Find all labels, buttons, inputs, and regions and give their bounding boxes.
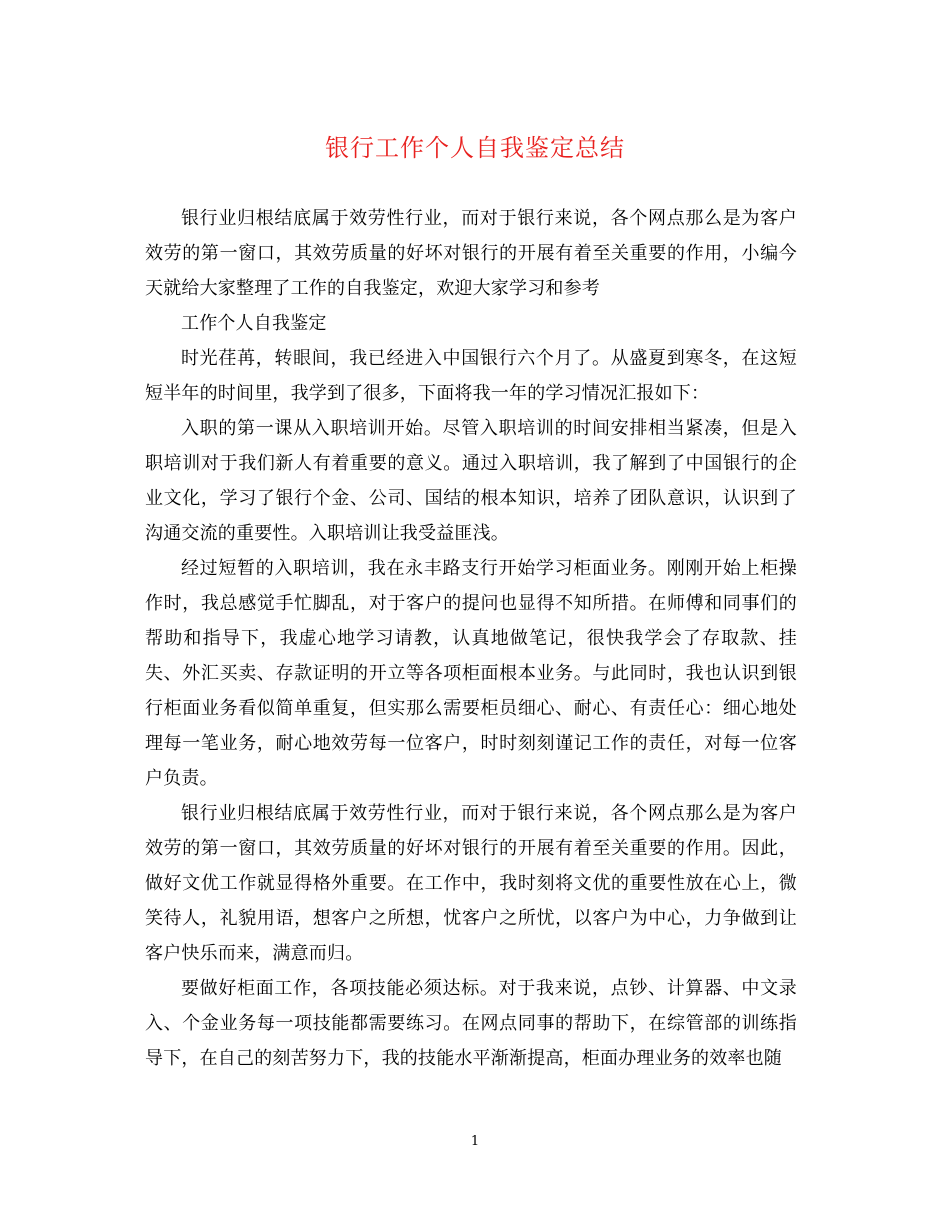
document-title: 银行工作个人自我鉴定总结 [325,134,625,162]
document-body [145,201,797,1076]
paragraph-subheading: 工作个人自我鉴定 [181,313,327,334]
paragraph-intro: 银行业归根结底属于效劳性行业，而对于银行来说，各个网点那么是为客户效劳的第一窗口，其效劳质量的好坏对银行的开展有着至关重要的作用，小编今天就给大家整理了工作的自我鉴定，欢迎大家学习和参考 [145,208,797,299]
paragraph-counter-business: 经过短暂的入职培训，我在永丰路支行开始学习柜面业务。刚刚开始上柜操作时，我总感觉手忙脚乱，对于客户的提问也显得不知所措。在师傅和同事们的帮助和指导下，我虚心地学习请教，认真地做笔记，很快我学会了存取款、挂失、外汇买卖、存款证明的开立等各项柜面根本业务。与此同时，我也认识到银行柜面业务看似简单重复，但实那么需要柜员细心、耐心、有责任心：细心地处理每一笔业务，耐心地效劳每一位客户，时时刻刻谨记工作的责任，对每一位客户负责。 [145,558,797,789]
paragraph-training: 入职的第一课从入职培训开始。尽管入职培训的时间安排相当紧凑，但是入职培训对于我们新人有着重要的意义。通过入职培训，我了解到了中国银行的企业文化，学习了银行个金、公司、国结的根本知识，培养了团队意识，认识到了沟通交流的重要性。入职培训让我受益匪浅。 [145,418,797,544]
paragraph-time: 时光荏苒，转眼间，我已经进入中国银行六个月了。从盛夏到寒冬，在这短短半年的时间里，我学到了很多，下面将我一年的学习情况汇报如下： [145,348,797,404]
page-number: 1 [470,1134,480,1149]
paragraph-service: 银行业归根结底属于效劳性行业，而对于银行来说，各个网点那么是为客户效劳的第一窗口，其效劳质量的好坏对银行的开展有着至关重要的作用。因此，做好文优工作就显得格外重要。在工作中，我时刻将文优的重要性放在心上，微笑待人，礼貌用语，想客户之所想，忧客户之所忧，以客户为中心，力争做到让客户快乐而来，满意而归。 [145,803,797,964]
paragraph-skills: 要做好柜面工作，各项技能必须达标。对于我来说，点钞、计算器、中文录入、个金业务每一项技能都需要练习。在网点同事的帮助下，在综管部的训练指导下，在自己的刻苦努力下，我的技能水平渐渐提高，柜面办理业务的效率也随 [145,978,797,1069]
